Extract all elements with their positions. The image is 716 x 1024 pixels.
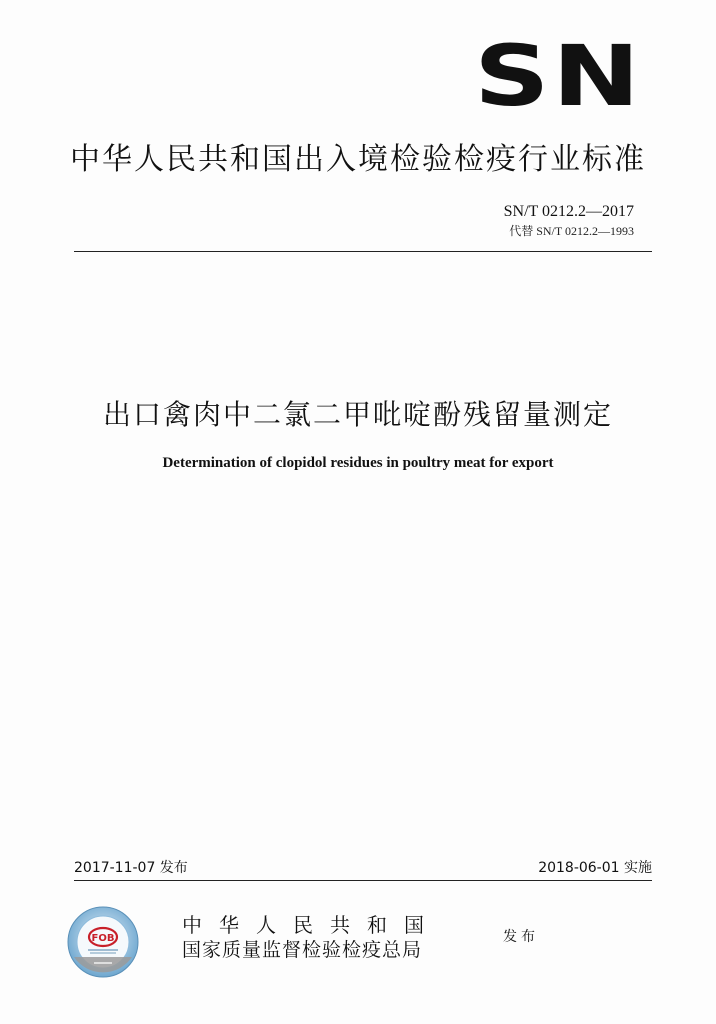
issue-date: 2017-11-07 发布 bbox=[74, 860, 188, 876]
document-title-chinese: 出口禽肉中二氯二甲吡啶酚残留量测定 bbox=[102, 398, 613, 431]
implementation-date: 2018-06-01 实施 bbox=[538, 860, 652, 876]
anti-counterfeit-seal-icon bbox=[66, 905, 140, 979]
standard-category-heading: 中华人民共和国出入境检验检疫行业标准 bbox=[70, 142, 646, 177]
issuer-agency: 国家质量监督检验检疫总局 bbox=[182, 939, 423, 961]
document-title-english: Determination of clopidol residues in poultry meat for export bbox=[162, 455, 554, 471]
bottom-divider bbox=[74, 880, 652, 881]
top-divider bbox=[74, 251, 652, 252]
seal-center-text: FOB bbox=[91, 933, 115, 944]
issue-word: 发布 bbox=[503, 929, 539, 945]
issuer-country: 中华人民共和国 bbox=[182, 913, 441, 937]
sn-logo: SN bbox=[474, 27, 643, 125]
standard-code: SN/T 0212.2—2017 bbox=[503, 203, 634, 220]
replaces-standard: 代替 SN/T 0212.2—1993 bbox=[509, 224, 634, 238]
issuing-authority bbox=[182, 913, 441, 963]
